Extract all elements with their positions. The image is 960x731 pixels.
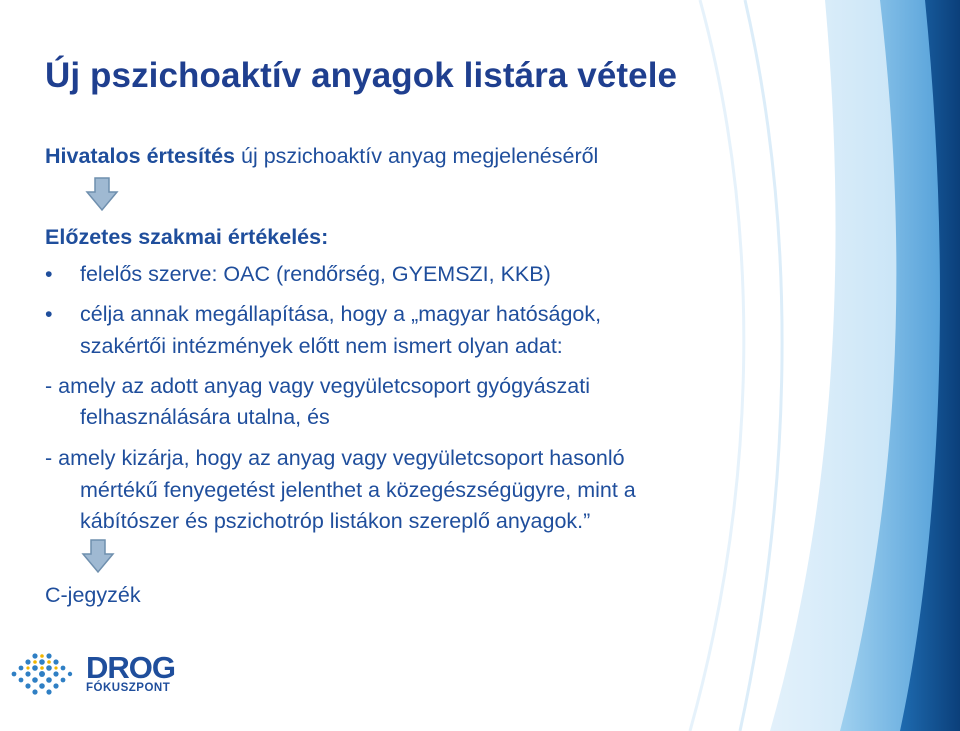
result-schedule: C-jegyzék (45, 583, 141, 607)
official-notice-rest: új pszichoaktív anyag megjelenéséről (235, 144, 599, 168)
down-arrow-icon (84, 176, 120, 212)
condition-2-line-1: - amely kizárja, hogy az anyag vagy vegyületcsoport hasonló (45, 446, 625, 470)
condition-2-line-2: mértékű fenyegetést jelenthet a közegészségügyre, mint a (80, 478, 636, 502)
official-notice-bold: Hivatalos értesítés (45, 144, 236, 168)
down-arrow-icon (80, 538, 116, 574)
bullet-marker: • (45, 262, 53, 286)
official-notice-line (45, 144, 598, 169)
section-heading: Előzetes szakmai értékelés: (45, 225, 329, 249)
bullet-responsible-body: felelős szerve: OAC (rendőrség, GYEMSZI, KKB) (80, 262, 551, 286)
condition-2-line-3: kábítószer és pszichotróp listákon szereplő anyagok.” (80, 509, 591, 533)
condition-1-line-1: - amely az adott anyag vagy vegyületcsoport gyógyászati (45, 374, 590, 398)
bullet-purpose-line-1: célja annak megállapítása, hogy a „magyar hatóságok, (80, 302, 602, 326)
bullet-purpose-line-2: szakértői intézmények előtt nem ismert olyan adat: (80, 334, 563, 358)
slide-title: Új pszichoaktív anyagok listára vétele (45, 56, 678, 95)
logo-subtitle: FÓKUSZPONT (86, 682, 171, 694)
logo-wordmark: DROG (86, 650, 175, 685)
bullet-marker: • (45, 302, 53, 326)
condition-1-line-2: felhasználására utalna, és (80, 405, 330, 429)
